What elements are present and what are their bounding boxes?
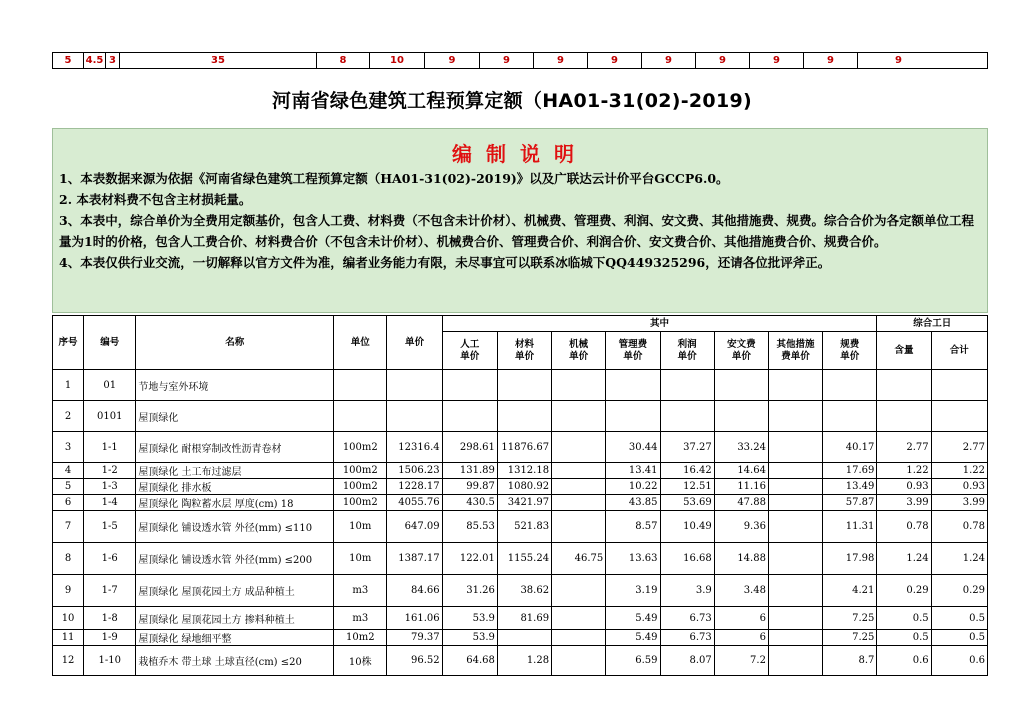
cell-material: 38.62 — [497, 575, 551, 607]
cell-unit: 100m2 — [334, 479, 387, 495]
ruler-cell: 9 — [804, 53, 858, 68]
cell-total: 0.6 — [931, 646, 987, 676]
cell-price: 1228.17 — [387, 479, 442, 495]
cell-profit: 12.51 — [660, 479, 714, 495]
table-row — [53, 511, 988, 543]
cell-seq: 1 — [53, 370, 84, 401]
header-fee: 规费 单价 — [823, 332, 877, 370]
cell-seq: 11 — [53, 630, 84, 646]
table-row — [53, 607, 988, 630]
header-unit: 单位 — [334, 316, 387, 370]
cell-unit: 100m2 — [334, 432, 387, 463]
cell-labor: 131.89 — [442, 463, 497, 479]
cell-unit: 100m2 — [334, 495, 387, 511]
cell-machine — [552, 575, 606, 607]
cell-fee: 13.49 — [823, 479, 877, 495]
cell-labor: 64.68 — [442, 646, 497, 676]
cell-qty — [877, 370, 931, 401]
table-row — [53, 646, 988, 676]
cell-fee — [823, 401, 877, 432]
column-width-ruler — [52, 52, 988, 69]
cell-safety: 14.88 — [714, 543, 768, 575]
cell-material: 11876.67 — [497, 432, 551, 463]
cell-total — [931, 370, 987, 401]
header-mgmt: 管理费 单价 — [606, 332, 660, 370]
cell-unit: m3 — [334, 575, 387, 607]
cell-seq: 5 — [53, 479, 84, 495]
cell-profit: 3.9 — [660, 575, 714, 607]
cell-material: 81.69 — [497, 607, 551, 630]
cell-mgmt: 8.57 — [606, 511, 660, 543]
cell-labor: 53.9 — [442, 607, 497, 630]
cell-machine — [552, 495, 606, 511]
cell-safety: 6 — [714, 630, 768, 646]
cell-seq: 9 — [53, 575, 84, 607]
cell-machine — [552, 401, 606, 432]
cell-name: 屋顶绿化 屋顶花园土方 成品种植土 — [136, 575, 334, 607]
cell-material: 3421.97 — [497, 495, 551, 511]
cell-code: 01 — [84, 370, 136, 401]
cell-profit — [660, 370, 714, 401]
cell-other — [768, 630, 822, 646]
cell-qty: 2.77 — [877, 432, 931, 463]
cell-mgmt: 10.22 — [606, 479, 660, 495]
table-row — [53, 575, 988, 607]
cell-code: 1-1 — [84, 432, 136, 463]
header-seq: 序号 — [53, 316, 84, 370]
cell-qty: 0.29 — [877, 575, 931, 607]
cell-seq: 3 — [53, 432, 84, 463]
cell-safety: 14.64 — [714, 463, 768, 479]
cell-mgmt: 43.85 — [606, 495, 660, 511]
table-row — [53, 495, 988, 511]
header-profit: 利润 单价 — [660, 332, 714, 370]
cell-other — [768, 495, 822, 511]
note-item: 2. 本表材料费不包含主材损耗量。 — [59, 192, 252, 207]
cell-qty: 3.99 — [877, 495, 931, 511]
cell-name: 屋顶绿化 排水板 — [136, 479, 334, 495]
cell-seq: 4 — [53, 463, 84, 479]
cell-total: 0.29 — [931, 575, 987, 607]
cell-material: 1312.18 — [497, 463, 551, 479]
cell-name: 屋顶绿化 铺设透水管 外径(mm) ≤200 — [136, 543, 334, 575]
cell-qty — [877, 401, 931, 432]
note-item: 1、本表数据来源为依据《河南省绿色建筑工程预算定额（HA01-31(02)-2019)》以及广联达云计价平台GCCP6.0。 — [59, 171, 729, 186]
header-group-among: 其中 — [442, 316, 877, 332]
cell-profit: 16.42 — [660, 463, 714, 479]
cell-fee: 4.21 — [823, 575, 877, 607]
header-name: 名称 — [136, 316, 334, 370]
ruler-cell: 9 — [588, 53, 642, 68]
cell-labor: 85.53 — [442, 511, 497, 543]
cell-other — [768, 463, 822, 479]
cell-unit: 10m2 — [334, 630, 387, 646]
table-row — [53, 463, 988, 479]
cell-other — [768, 607, 822, 630]
cell-labor: 122.01 — [442, 543, 497, 575]
cell-code: 1-8 — [84, 607, 136, 630]
cell-material — [497, 630, 551, 646]
cell-total: 3.99 — [931, 495, 987, 511]
ruler-cell: 3 — [106, 53, 120, 68]
cell-profit: 10.49 — [660, 511, 714, 543]
cell-total: 0.78 — [931, 511, 987, 543]
cell-machine — [552, 432, 606, 463]
cell-seq: 2 — [53, 401, 84, 432]
cell-profit: 8.07 — [660, 646, 714, 676]
ruler-cell: 9 — [425, 53, 480, 68]
cell-safety: 11.16 — [714, 479, 768, 495]
ruler-cell: 35 — [120, 53, 317, 68]
cell-mgmt: 5.49 — [606, 607, 660, 630]
quota-table — [52, 315, 988, 676]
cell-name: 屋顶绿化 陶粒蓄水层 厚度(cm) 18 — [136, 495, 334, 511]
cell-price — [387, 370, 442, 401]
cell-other — [768, 401, 822, 432]
table-row — [53, 630, 988, 646]
cell-unit: 10m — [334, 543, 387, 575]
cell-profit: 53.69 — [660, 495, 714, 511]
cell-unit: m3 — [334, 607, 387, 630]
cell-profit: 16.68 — [660, 543, 714, 575]
cell-profit: 6.73 — [660, 607, 714, 630]
cell-price: 647.09 — [387, 511, 442, 543]
cell-safety: 47.88 — [714, 495, 768, 511]
cell-code: 1-9 — [84, 630, 136, 646]
header-other: 其他措施 费单价 — [768, 332, 822, 370]
cell-other — [768, 432, 822, 463]
cell-name: 屋顶绿化 土工布过滤层 — [136, 463, 334, 479]
ruler-cell: 9 — [534, 53, 588, 68]
cell-other — [768, 575, 822, 607]
cell-machine — [552, 479, 606, 495]
header-qty: 含量 — [877, 332, 931, 370]
cell-material: 1.28 — [497, 646, 551, 676]
notes-heading: 编制说明 — [452, 142, 588, 166]
cell-total — [931, 401, 987, 432]
cell-qty: 0.6 — [877, 646, 931, 676]
header-price: 单价 — [387, 316, 442, 370]
cell-unit: 100m2 — [334, 463, 387, 479]
cell-fee: 7.25 — [823, 607, 877, 630]
header-machine: 机械 单价 — [552, 332, 606, 370]
cell-unit: 10m — [334, 511, 387, 543]
cell-name: 屋顶绿化 耐根穿制改性沥青卷材 — [136, 432, 334, 463]
cell-labor: 298.61 — [442, 432, 497, 463]
cell-qty: 0.78 — [877, 511, 931, 543]
ruler-cell: 8 — [317, 53, 370, 68]
cell-machine — [552, 646, 606, 676]
cell-labor: 430.5 — [442, 495, 497, 511]
cell-profit — [660, 401, 714, 432]
cell-profit: 37.27 — [660, 432, 714, 463]
cell-fee: 17.98 — [823, 543, 877, 575]
cell-safety — [714, 401, 768, 432]
cell-mgmt: 5.49 — [606, 630, 660, 646]
cell-seq: 8 — [53, 543, 84, 575]
cell-total: 0.93 — [931, 479, 987, 495]
cell-mgmt: 3.19 — [606, 575, 660, 607]
note-item: 3、本表中，综合单价为全费用定额基价，包含人工费、材料费（不包含未计价材）、机械费、管理费、利润、安文费、其他措施费、规费。综合合价为各定额单位工程量为1时的价格，包含人工费合价、材料费合价（不包含未计价材）、机械费合价、管理费合价、利润合价、安文费合价、其他措施费合价、规费合价。 — [59, 213, 974, 249]
cell-other — [768, 543, 822, 575]
cell-fee — [823, 370, 877, 401]
cell-machine — [552, 370, 606, 401]
notes-panel — [52, 128, 988, 313]
cell-qty: 1.22 — [877, 463, 931, 479]
cell-name: 屋顶绿化 绿地细平整 — [136, 630, 334, 646]
cell-seq: 12 — [53, 646, 84, 676]
cell-total: 1.24 — [931, 543, 987, 575]
cell-labor — [442, 401, 497, 432]
ruler-cell: 4.5 — [84, 53, 106, 68]
cell-name: 屋顶绿化 铺设透水管 外径(mm) ≤110 — [136, 511, 334, 543]
cell-qty: 0.93 — [877, 479, 931, 495]
cell-qty: 0.5 — [877, 630, 931, 646]
table-row — [53, 401, 988, 432]
ruler-cell: 9 — [750, 53, 804, 68]
cell-code: 1-4 — [84, 495, 136, 511]
cell-total: 2.77 — [931, 432, 987, 463]
header-group-labor: 综合工日 — [877, 316, 988, 332]
cell-seq: 10 — [53, 607, 84, 630]
cell-safety: 33.24 — [714, 432, 768, 463]
cell-fee: 57.87 — [823, 495, 877, 511]
cell-unit — [334, 370, 387, 401]
cell-material: 521.83 — [497, 511, 551, 543]
cell-mgmt: 6.59 — [606, 646, 660, 676]
cell-safety: 6 — [714, 607, 768, 630]
cell-seq: 6 — [53, 495, 84, 511]
cell-material: 1080.92 — [497, 479, 551, 495]
cell-other — [768, 646, 822, 676]
cell-machine — [552, 511, 606, 543]
cell-machine — [552, 463, 606, 479]
cell-profit: 6.73 — [660, 630, 714, 646]
cell-total: 0.5 — [931, 630, 987, 646]
cell-name: 屋顶绿化 — [136, 401, 334, 432]
table-row — [53, 479, 988, 495]
cell-mgmt — [606, 370, 660, 401]
cell-code: 1-3 — [84, 479, 136, 495]
cell-code: 1-7 — [84, 575, 136, 607]
ruler-cell: 9 — [642, 53, 696, 68]
ruler-cell: 9 — [696, 53, 750, 68]
cell-safety: 3.48 — [714, 575, 768, 607]
ruler-cell: 9 — [895, 55, 902, 66]
cell-other — [768, 370, 822, 401]
cell-code: 0101 — [84, 401, 136, 432]
cell-fee: 40.17 — [823, 432, 877, 463]
cell-material — [497, 401, 551, 432]
cell-name: 屋顶绿化 屋顶花园土方 掺料种植土 — [136, 607, 334, 630]
page-title: 河南省绿色建筑工程预算定额（HA01-31(02)-2019) — [272, 90, 752, 112]
cell-machine — [552, 607, 606, 630]
cell-labor — [442, 370, 497, 401]
cell-mgmt: 13.41 — [606, 463, 660, 479]
cell-fee: 7.25 — [823, 630, 877, 646]
cell-mgmt — [606, 401, 660, 432]
cell-qty: 0.5 — [877, 607, 931, 630]
header-material: 材料 单价 — [497, 332, 551, 370]
cell-price: 1387.17 — [387, 543, 442, 575]
cell-unit: 10株 — [334, 646, 387, 676]
cell-price: 161.06 — [387, 607, 442, 630]
cell-price: 79.37 — [387, 630, 442, 646]
ruler-cell: 10 — [370, 53, 425, 68]
cell-mgmt: 13.63 — [606, 543, 660, 575]
cell-price: 1506.23 — [387, 463, 442, 479]
cell-price: 12316.4 — [387, 432, 442, 463]
ruler-cell: 5 — [53, 53, 84, 68]
cell-safety — [714, 370, 768, 401]
cell-unit — [334, 401, 387, 432]
header-safety: 安文费 单价 — [714, 332, 768, 370]
header-total: 合计 — [931, 332, 987, 370]
cell-code: 1-5 — [84, 511, 136, 543]
cell-machine: 46.75 — [552, 543, 606, 575]
cell-total: 0.5 — [931, 607, 987, 630]
cell-seq: 7 — [53, 511, 84, 543]
cell-qty: 1.24 — [877, 543, 931, 575]
cell-name: 节地与室外环境 — [136, 370, 334, 401]
cell-machine — [552, 630, 606, 646]
header-code: 编号 — [84, 316, 136, 370]
cell-other — [768, 479, 822, 495]
cell-name: 栽植乔木 带土球 土球直径(cm) ≤20 — [136, 646, 334, 676]
ruler-cell: 9 — [480, 53, 534, 68]
cell-price — [387, 401, 442, 432]
cell-code: 1-6 — [84, 543, 136, 575]
cell-safety: 9.36 — [714, 511, 768, 543]
cell-price: 96.52 — [387, 646, 442, 676]
cell-mgmt: 30.44 — [606, 432, 660, 463]
cell-fee: 11.31 — [823, 511, 877, 543]
cell-safety: 7.2 — [714, 646, 768, 676]
header-labor: 人工 单价 — [442, 332, 497, 370]
table-row — [53, 543, 988, 575]
cell-fee: 17.69 — [823, 463, 877, 479]
table-row — [53, 432, 988, 463]
note-item: 4、本表仅供行业交流，一切解释以官方文件为准，编者业务能力有限，未尽事宜可以联系冰临城下QQ449325296，还请各位批评斧正。 — [59, 255, 831, 270]
table-row — [53, 370, 988, 401]
cell-labor: 31.26 — [442, 575, 497, 607]
cell-labor: 53.9 — [442, 630, 497, 646]
cell-code: 1-2 — [84, 463, 136, 479]
cell-labor: 99.87 — [442, 479, 497, 495]
cell-material: 1155.24 — [497, 543, 551, 575]
cell-total: 1.22 — [931, 463, 987, 479]
cell-other — [768, 511, 822, 543]
cell-code: 1-10 — [84, 646, 136, 676]
cell-price: 84.66 — [387, 575, 442, 607]
cell-price: 4055.76 — [387, 495, 442, 511]
cell-fee: 8.7 — [823, 646, 877, 676]
cell-material — [497, 370, 551, 401]
